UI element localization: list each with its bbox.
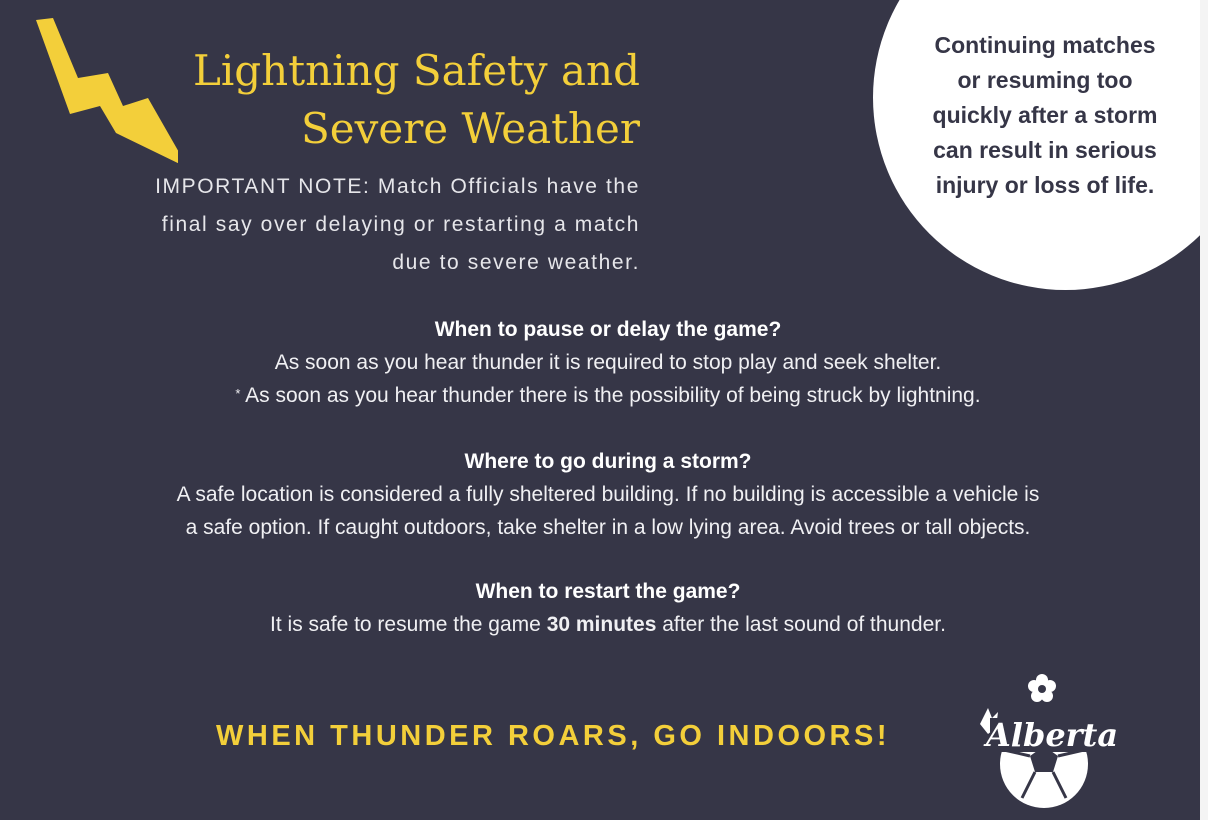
callout-line-3: quickly after a storm (932, 102, 1158, 128)
lightning-bolt-icon (28, 18, 178, 163)
where-line-2: a safe option. If caught outdoors, take shelter in a low lying area. Avoid trees or tall objects. (185, 516, 1031, 539)
restart-text-before: It is safe to resume the game (270, 613, 547, 636)
note-line-1: IMPORTANT NOTE: Match Officials have the (155, 175, 640, 198)
callout-line-5: injury or loss of life. (935, 172, 1155, 198)
page-edge (1200, 0, 1208, 820)
logo-wordmark: Alberta (985, 716, 1119, 754)
pause-line-2-wrap (0, 379, 1200, 412)
callout-text (900, 28, 1190, 203)
pause-line-2: As soon as you hear thunder there is the possibility of being struck by lightning. (240, 384, 981, 407)
title-line-1: Lightning Safety and (192, 46, 640, 95)
callout-line-2: or resuming too (957, 67, 1133, 93)
restart-heading: When to restart the game? (475, 580, 741, 603)
callout-line-1: Continuing matches (934, 32, 1156, 58)
asterisk: * (235, 386, 241, 401)
where-line-1: A safe location is considered a fully sheltered building. If no building is accessible a vehicle is (176, 483, 1040, 506)
pause-line-1: As soon as you hear thunder it is required to stop play and seek shelter. (274, 351, 942, 374)
alberta-soccer-logo (968, 672, 1120, 812)
note-line-2: final say over delaying or restarting a match (161, 213, 640, 236)
restart-section (0, 575, 1200, 641)
slogan: WHEN THUNDER ROARS, GO INDOORS! (216, 720, 890, 752)
pause-section (0, 313, 1200, 412)
restart-duration: 30 minutes (546, 613, 657, 636)
where-section (0, 445, 1200, 544)
title-line-2: Severe Weather (301, 104, 640, 153)
note-line-3: due to severe weather. (392, 251, 640, 274)
where-heading: Where to go during a storm? (464, 450, 752, 473)
pause-heading: When to pause or delay the game? (434, 318, 782, 341)
restart-line (0, 608, 1200, 641)
important-note (20, 168, 640, 282)
callout-line-4: can result in serious (933, 137, 1157, 163)
restart-text-after: after the last sound of thunder. (656, 613, 946, 636)
page-title (193, 42, 640, 158)
